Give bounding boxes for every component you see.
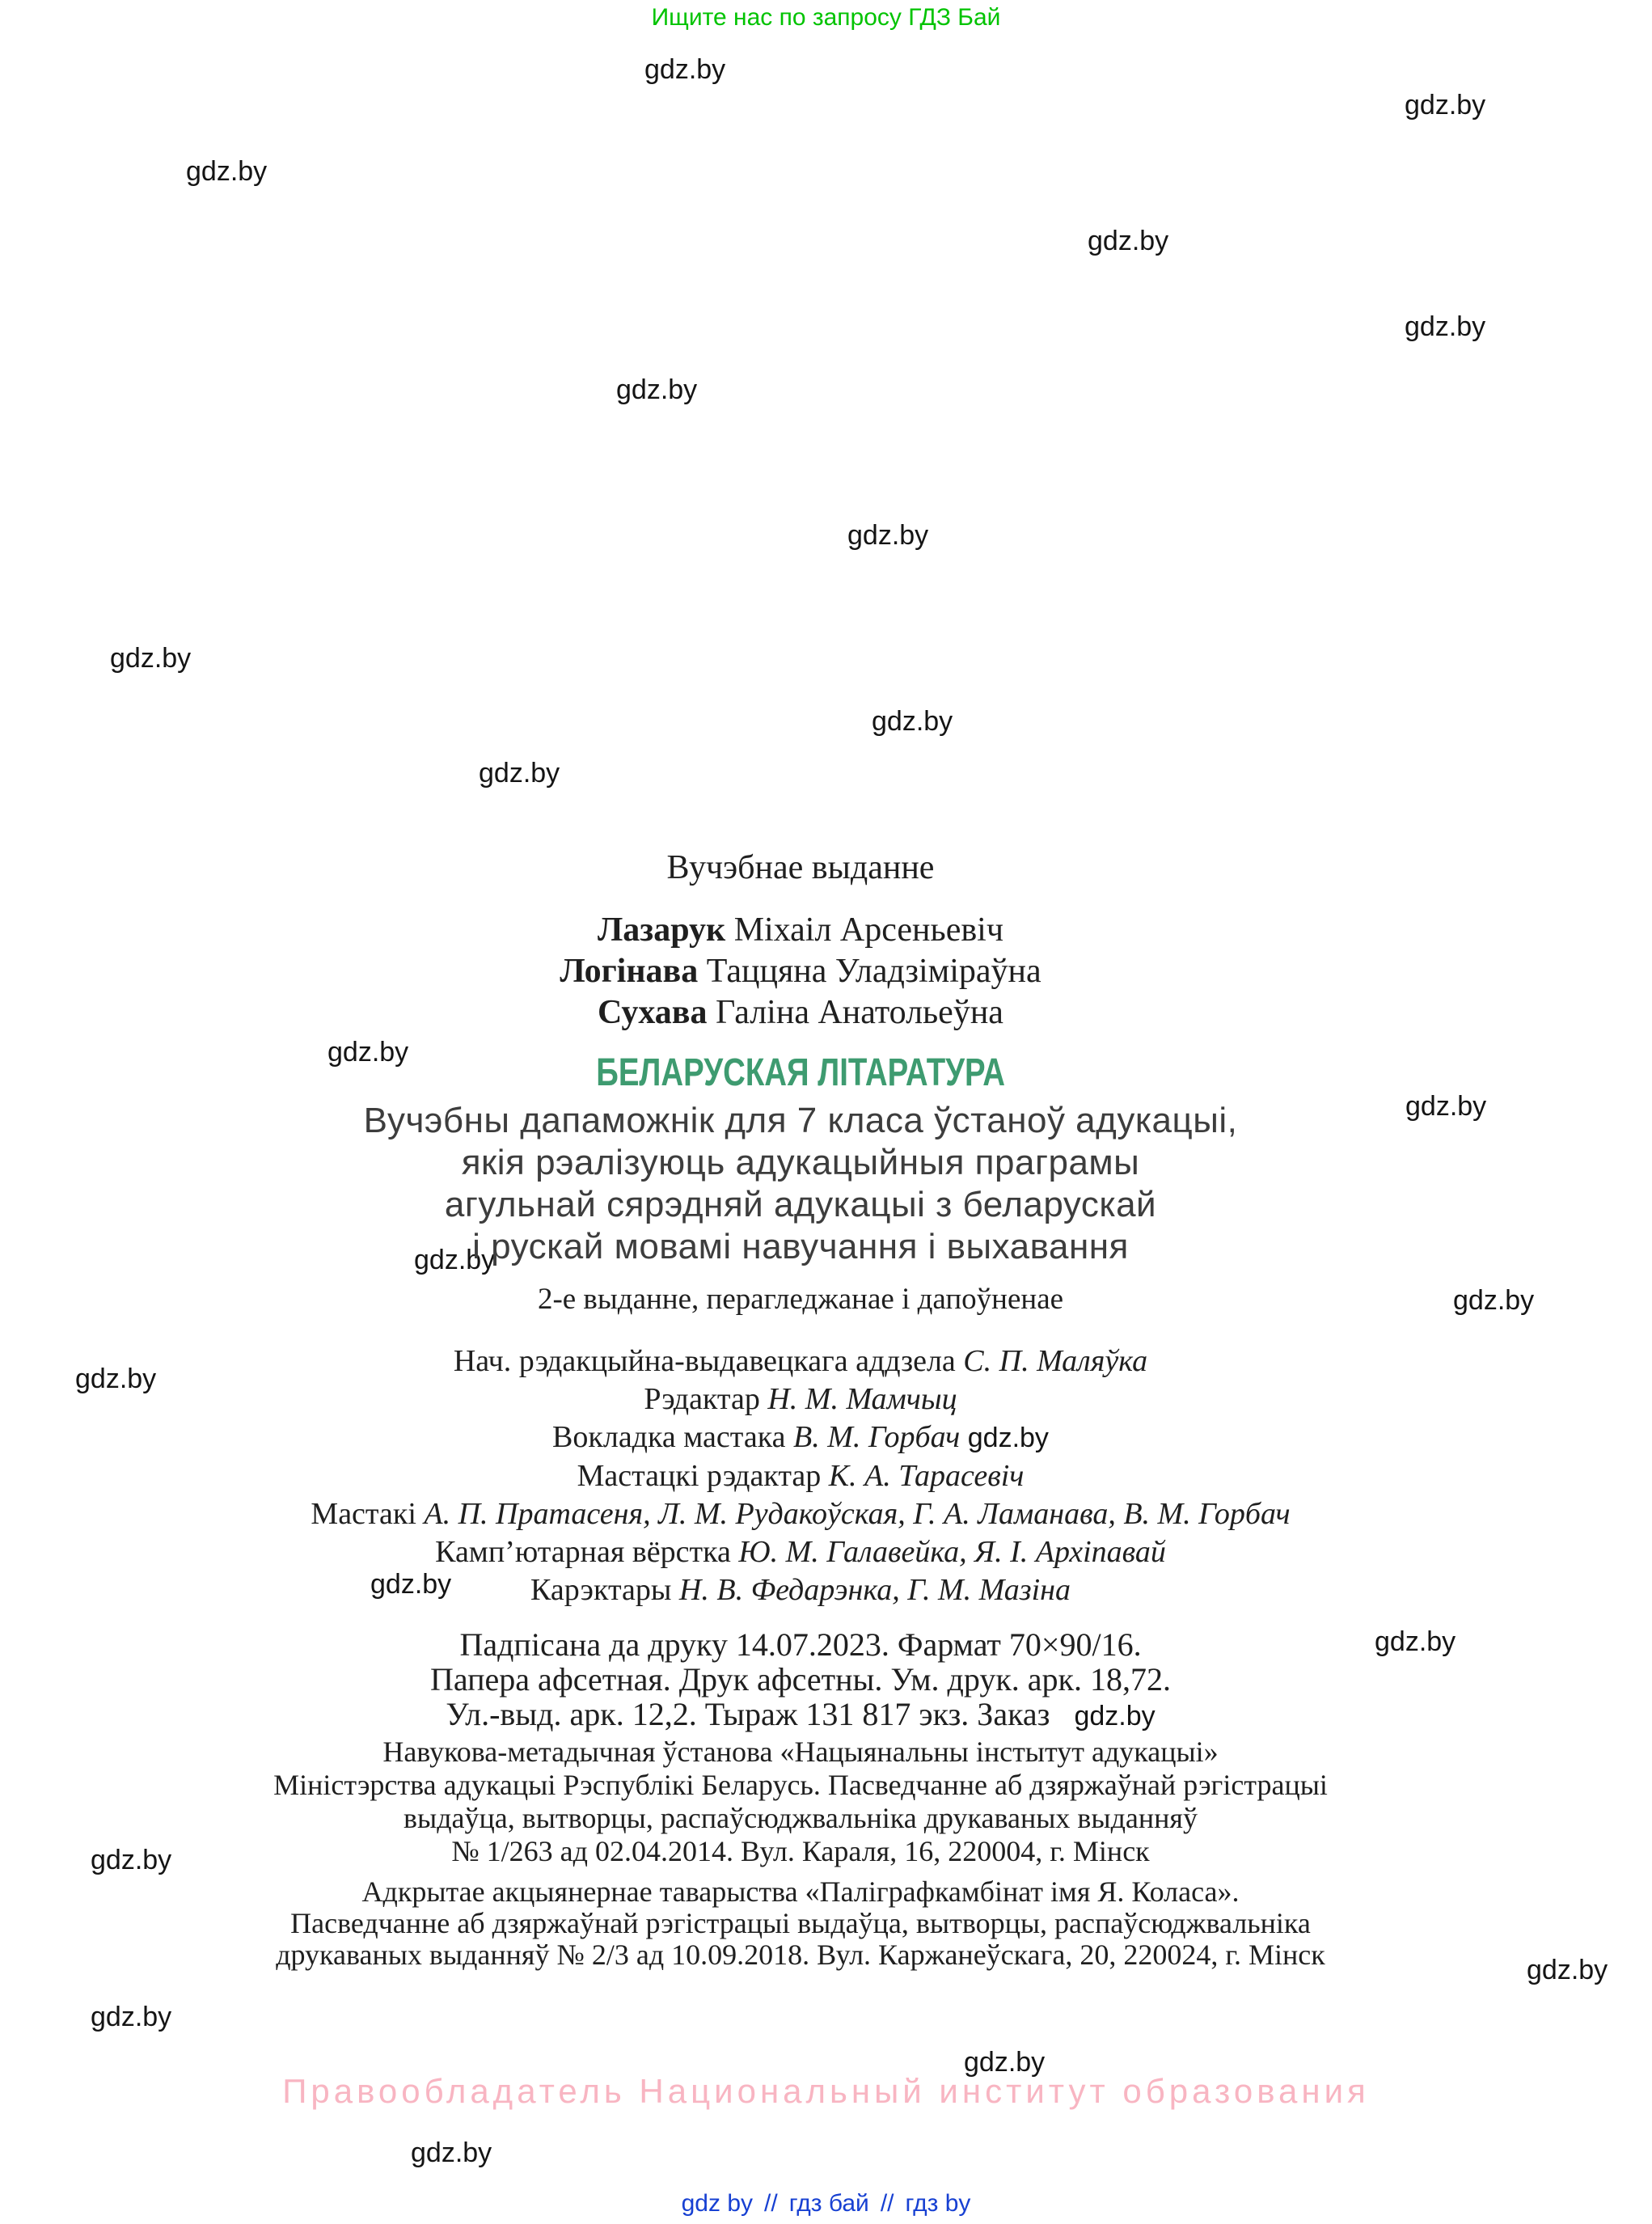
gdz-watermark: gdz.by [110, 643, 192, 674]
text-segment: Ю. М. Галавейка, Я. І. Архіпавай [738, 1535, 1166, 1569]
gdz-watermark: gdz.by [1527, 1955, 1608, 1985]
text-segment: Ул.-выд. арк. 12,2. Тыраж 131 817 экз. Заказ [446, 1696, 1050, 1732]
gdz-watermark-inline: gdz.by [1074, 1701, 1156, 1731]
gdz-watermark: gdz.by [327, 1037, 409, 1068]
edition-type-label: Вучэбнае выданне [666, 849, 935, 886]
gdz-watermark-inline: gdz.by [967, 1423, 1049, 1453]
gdz-watermark: gdz.by [91, 2002, 172, 2032]
gdz-watermark: gdz.by [91, 1845, 172, 1875]
text-segment: Галіна Анатольеўна [707, 994, 1003, 1031]
text-segment: Вокладка мастака [552, 1420, 793, 1454]
footer-links [0, 2189, 1652, 2218]
text-segment: Н. М. Мамчыц [767, 1382, 957, 1416]
text-line [0, 1184, 1601, 1226]
text-line [0, 1571, 1601, 1609]
gdz-watermark: gdz.by [1405, 311, 1486, 342]
gdz-watermark: gdz.by [616, 374, 698, 405]
gdz-watermark: gdz.by [964, 2047, 1046, 2078]
footer-link-gdz-by[interactable]: gdz by [681, 2190, 754, 2217]
text-segment: С. П. Маляўка [963, 1344, 1148, 1378]
gdz-watermark: gdz.by [479, 758, 560, 789]
text-segment: Навукова-метадычная ўстанова «Нацыянальны інстытут адукацыі» [382, 1736, 1219, 1768]
text-line [0, 1419, 1601, 1457]
text-segment: Мастацкі рэдактар [577, 1459, 829, 1493]
text-segment: К. А. Тарасевіч [828, 1459, 1025, 1493]
text-segment: Папера афсетная. Друк афсетны. Ум. друк. арк. 18,72. [430, 1661, 1171, 1698]
text-line [0, 1533, 1601, 1571]
text-segment: Міністэрства адукацыі Рэспублікі Беларусь. Пасведчанне аб дзяржаўнай рэгістрацыі [273, 1769, 1328, 1801]
text-segment: № 1/263 ад 02.04.2014. Вул. Караля, 16, 220004, г. Мінск [451, 1835, 1150, 1867]
text-segment: і рускай мовамі навучання і выхавання [472, 1227, 1129, 1266]
text-segment: Рэдактар [644, 1382, 768, 1416]
edition-note: 2-е выданне, перагледжанае і дапоўненае [537, 1283, 1064, 1316]
text-line [0, 1627, 1601, 1662]
text-line [0, 1802, 1601, 1835]
text-line [0, 910, 1601, 951]
text-segment: Пасведчанне аб дзяржаўнай рэгістрацыі выдаўца, вытворцы, распаўсюджвальніка [290, 1907, 1311, 1939]
text-segment: Мастакі [311, 1497, 425, 1531]
text-segment: Нач. рэдакцыйна-выдавецкага аддзела [453, 1344, 964, 1378]
footer-separator: // [880, 2190, 894, 2217]
text-segment: В. М. Горбач [792, 1420, 961, 1454]
authors-block [0, 910, 1601, 1034]
text-line [0, 951, 1601, 992]
gdz-watermark: gdz.by [1405, 90, 1486, 121]
text-segment: Лазарук [598, 911, 726, 949]
text-line [0, 1939, 1601, 1971]
text-line [0, 1697, 1601, 1734]
text-line [0, 1769, 1601, 1802]
text-segment: Міхаіл Арсеньевіч [725, 911, 1003, 949]
text-line [0, 1457, 1601, 1495]
text-line [0, 1908, 1601, 1939]
gdz-watermark: gdz.by [1088, 226, 1169, 256]
text-segment: Вучэбны дапаможнік для 7 класа ўстаноў адукацыі, [363, 1101, 1238, 1140]
text-line [0, 1142, 1601, 1184]
text-line [0, 1876, 1601, 1908]
book-title [0, 1051, 1601, 1096]
gdz-watermark: gdz.by [75, 1364, 157, 1394]
text-line [0, 1226, 1601, 1268]
print-info-block [0, 1627, 1601, 1734]
gdz-watermark: gdz.by [411, 2137, 492, 2168]
footer-link-gdz-bai[interactable]: гдз бай [788, 2190, 869, 2217]
text-line [0, 992, 1601, 1034]
text-segment [1050, 1696, 1074, 1732]
gdz-watermark: gdz.by [186, 156, 268, 187]
text-line [0, 1662, 1601, 1697]
text-segment: Логінава [560, 953, 699, 990]
text-segment [960, 1420, 968, 1454]
gdz-watermark: gdz.by [1453, 1285, 1535, 1316]
gdz-watermark: gdz.by [1405, 1091, 1487, 1122]
gdz-watermark: gdz.by [414, 1245, 496, 1275]
footer-link-gdz-by-2[interactable]: гдз by [905, 2190, 971, 2217]
text-line [0, 1835, 1601, 1868]
gdz-watermark: gdz.by [847, 520, 929, 551]
subtitle-block [0, 1100, 1601, 1268]
gdz-watermark: gdz.by [644, 54, 726, 85]
text-segment: Падпісана да друку 14.07.2023. Фармат 70×90/16. [459, 1626, 1142, 1663]
text-segment: выдаўца, вытворцы, распаўсюджвальніка друкаваных выданняў [403, 1802, 1198, 1834]
text-segment: Н. В. Федарэнка, Г. М. Мазіна [678, 1573, 1071, 1607]
promo-banner: Ищите нас по запросу ГДЗ Бай [651, 4, 1001, 31]
gdz-watermark: gdz.by [872, 706, 953, 737]
text-segment: Сухава [598, 994, 708, 1031]
text-line [0, 1380, 1601, 1419]
footer-separator: // [764, 2190, 778, 2217]
text-line [0, 1736, 1601, 1769]
text-line [0, 1495, 1601, 1533]
text-line [0, 1342, 1601, 1380]
gdz-watermark: gdz.by [1375, 1626, 1456, 1657]
text-segment: Камп’ютарная вёрстка [435, 1535, 739, 1569]
printer-block [0, 1876, 1601, 1971]
text-segment: Адкрытае акцыянернае таварыства «Паліграфкамбінат імя Я. Коласа». [361, 1875, 1240, 1908]
staff-credits-block [0, 1342, 1601, 1609]
text-segment: А. П. Пратасеня, Л. М. Рудакоўская, Г. А. Ламанава, В. М. Горбач [424, 1497, 1291, 1531]
book-title-text: БЕЛАРУСКАЯ ЛІТАРАТУРА [596, 1051, 1005, 1094]
text-segment: Карэктары [530, 1573, 679, 1607]
text-segment: друкаваных выданняў № 2/3 ад 10.09.2018. Вул. Каржанеўскага, 20, 220024, г. Мінск [276, 1939, 1325, 1971]
text-segment: якія рэалізуюць адукацыйныя праграмы [461, 1143, 1140, 1182]
text-segment: Таццяна Уладзіміраўна [698, 953, 1041, 990]
text-line [0, 1100, 1601, 1142]
copyright-holder-line: Правообладатель Национальный институт образования [282, 2072, 1370, 2110]
gdz-watermark: gdz.by [370, 1569, 452, 1600]
publisher-block [0, 1736, 1601, 1868]
text-segment: агульнай сярэдняй адукацыі з беларускай [444, 1185, 1157, 1224]
